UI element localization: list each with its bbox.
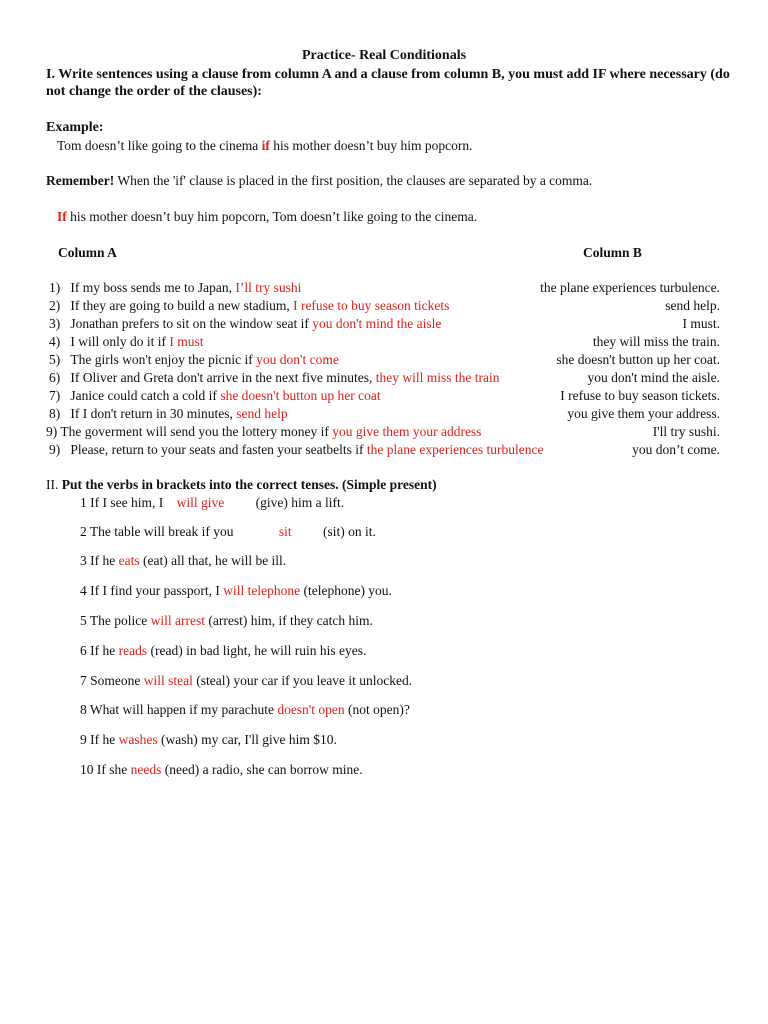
section1-instruction: I. Write sentences using a clause from column A and a clause from column B, you must add IF where necessary (do not change the order of the clauses):: [46, 67, 730, 99]
item-text: (not open)?: [344, 702, 410, 717]
column-a-clause: [49, 316, 441, 332]
row-number: 5): [49, 352, 71, 367]
answer-verb: eats: [118, 553, 140, 568]
match-row: [0, 298, 768, 316]
verb-item: [80, 732, 337, 748]
item-text: 2 The table will break if you: [80, 524, 237, 539]
example2-post: his mother doesn’t buy him popcorn, Tom doesn’t like going to the cinema.: [66, 209, 478, 224]
item-text: (give) him a lift.: [252, 495, 345, 510]
item-text: (sit) on it.: [319, 524, 376, 539]
answer-verb: will steal: [143, 673, 193, 688]
row-number: 2): [49, 298, 71, 313]
example-if: if: [261, 138, 270, 153]
column-b-clause: I refuse to buy season tickets.: [560, 388, 720, 403]
verb-item: [80, 495, 344, 511]
match-row: [0, 280, 768, 298]
item-text: 4 If I find your passport, I: [80, 583, 224, 598]
column-b-clause: I must.: [682, 316, 720, 331]
remember-note: [46, 173, 592, 189]
item-text: (read) in bad light, he will ruin his eyes.: [147, 643, 367, 658]
section2-number: II.: [46, 477, 59, 492]
remember-label: Remember!: [46, 173, 115, 188]
clause-text: The goverment will send you the lottery money if: [60, 424, 333, 439]
row-number: 4): [49, 334, 71, 349]
answer-verb: will give: [176, 495, 225, 510]
match-row: [0, 424, 768, 442]
clause-text: Janice could catch a cold if: [70, 388, 221, 403]
verb-item: [80, 524, 376, 540]
answer-verb: reads: [118, 643, 148, 658]
column-a-clause: [49, 388, 381, 404]
clause-text: Jonathan prefers to sit on the window seat if: [70, 316, 313, 331]
row-number: 9): [46, 424, 61, 439]
clause-text: If my boss sends me to Japan,: [70, 280, 236, 295]
section2-heading: [46, 477, 437, 493]
column-a-clause: [46, 424, 481, 440]
answer-verb: will arrest: [150, 613, 205, 628]
page-title: Practice- Real Conditionals: [301, 48, 467, 63]
column-a-clause: [49, 442, 543, 458]
item-text: (need) a radio, she can borrow mine.: [161, 762, 363, 777]
row-number: 8): [49, 406, 71, 421]
item-text: (steal) your car if you leave it unlocked.: [192, 673, 413, 688]
column-a-heading: Column A: [58, 245, 117, 260]
remember-text: When the 'if' clause is placed in the first position, the clauses are separated by a comma.: [114, 173, 593, 188]
example-pre: Tom doesn’t like going to the cinema: [57, 138, 262, 153]
column-b-clause: I'll try sushi.: [652, 424, 720, 439]
column-b-clause: you give them your address.: [567, 406, 720, 421]
clause-text: The girls won't enjoy the picnic if: [70, 352, 257, 367]
item-text: 9 If he: [80, 732, 119, 747]
column-a-clause: [49, 334, 204, 350]
clause-text: I will only do it if: [70, 334, 170, 349]
answer-verb: will telephone: [223, 583, 301, 598]
item-text: 3 If he: [80, 553, 119, 568]
match-row: [0, 352, 768, 370]
verb-item: [80, 583, 392, 599]
item-text: 8 What will happen if my parachute: [80, 702, 278, 717]
answer-clause: I’ll try sushi: [235, 280, 302, 295]
item-text: 5 The police: [80, 613, 151, 628]
column-b-clause: the plane experiences turbulence.: [540, 280, 720, 295]
answer-clause: you don't mind the aisle: [312, 316, 442, 331]
answer-clause: she doesn't button up her coat: [220, 388, 381, 403]
example2-if: If: [57, 209, 67, 224]
verb-item: [80, 553, 286, 569]
answer-clause: I refuse to buy season tickets: [293, 298, 450, 313]
item-text: (eat) all that, he will be ill.: [139, 553, 287, 568]
item-text: 1 If I see him, I: [80, 495, 167, 510]
verb-item: [80, 702, 410, 718]
match-row: [0, 316, 768, 334]
answer-verb: washes: [118, 732, 158, 747]
answer-clause: send help: [236, 406, 288, 421]
answer-clause: the plane experiences turbulence: [366, 442, 544, 457]
column-b-clause: they will miss the train.: [592, 334, 720, 349]
row-number: 6): [49, 370, 71, 385]
match-row: [0, 370, 768, 388]
example2-sentence: [57, 209, 477, 225]
column-a-clause: [49, 352, 339, 368]
row-number: 1): [49, 280, 71, 295]
item-text: 7 Someone: [80, 673, 144, 688]
match-row: [0, 406, 768, 424]
answer-clause: they will miss the train: [375, 370, 500, 385]
clause-text: If they are going to build a new stadium,: [70, 298, 294, 313]
answer-clause: I must: [169, 334, 204, 349]
row-number: 3): [49, 316, 71, 331]
column-a-clause: [49, 406, 288, 422]
column-a-clause: [49, 298, 449, 314]
answer-verb: doesn't open: [277, 702, 345, 717]
example-sentence: [57, 138, 473, 154]
column-a-clause: [49, 280, 301, 296]
item-text: (arrest) him, if they catch him.: [204, 613, 373, 628]
column-b-clause: you don’t come.: [632, 442, 720, 457]
column-b-clause: send help.: [665, 298, 720, 313]
item-text: (telephone) you.: [300, 583, 392, 598]
verb-item: [80, 762, 363, 778]
answer-verb: needs: [130, 762, 162, 777]
column-a-clause: [49, 370, 499, 386]
clause-text: If I don't return in 30 minutes,: [70, 406, 237, 421]
column-b-clause: she doesn't button up her coat.: [556, 352, 720, 367]
item-text: 6 If he: [80, 643, 119, 658]
match-row: [0, 334, 768, 352]
match-row: [0, 442, 768, 460]
example-label: Example:: [46, 120, 104, 135]
answer-verb: sit: [278, 524, 292, 539]
item-text: 10 If she: [80, 762, 131, 777]
column-b-clause: you don't mind the aisle.: [587, 370, 720, 385]
clause-text: If Oliver and Greta don't arrive in the next five minutes,: [70, 370, 376, 385]
row-number: 7): [49, 388, 71, 403]
section2-instruction: Put the verbs in brackets into the correct tenses. (Simple present): [58, 477, 437, 492]
answer-clause: you give them your address: [332, 424, 482, 439]
verb-item: [80, 643, 366, 659]
example-post: his mother doesn’t buy him popcorn.: [269, 138, 473, 153]
verb-item: [80, 613, 373, 629]
row-number: 9): [49, 442, 71, 457]
clause-text: Please, return to your seats and fasten your seatbelts if: [70, 442, 367, 457]
verb-item: [80, 673, 412, 689]
item-text: (wash) my car, I'll give him $10.: [157, 732, 337, 747]
answer-clause: you don't come: [256, 352, 339, 367]
match-row: [0, 388, 768, 406]
column-b-heading: Column B: [583, 245, 642, 260]
